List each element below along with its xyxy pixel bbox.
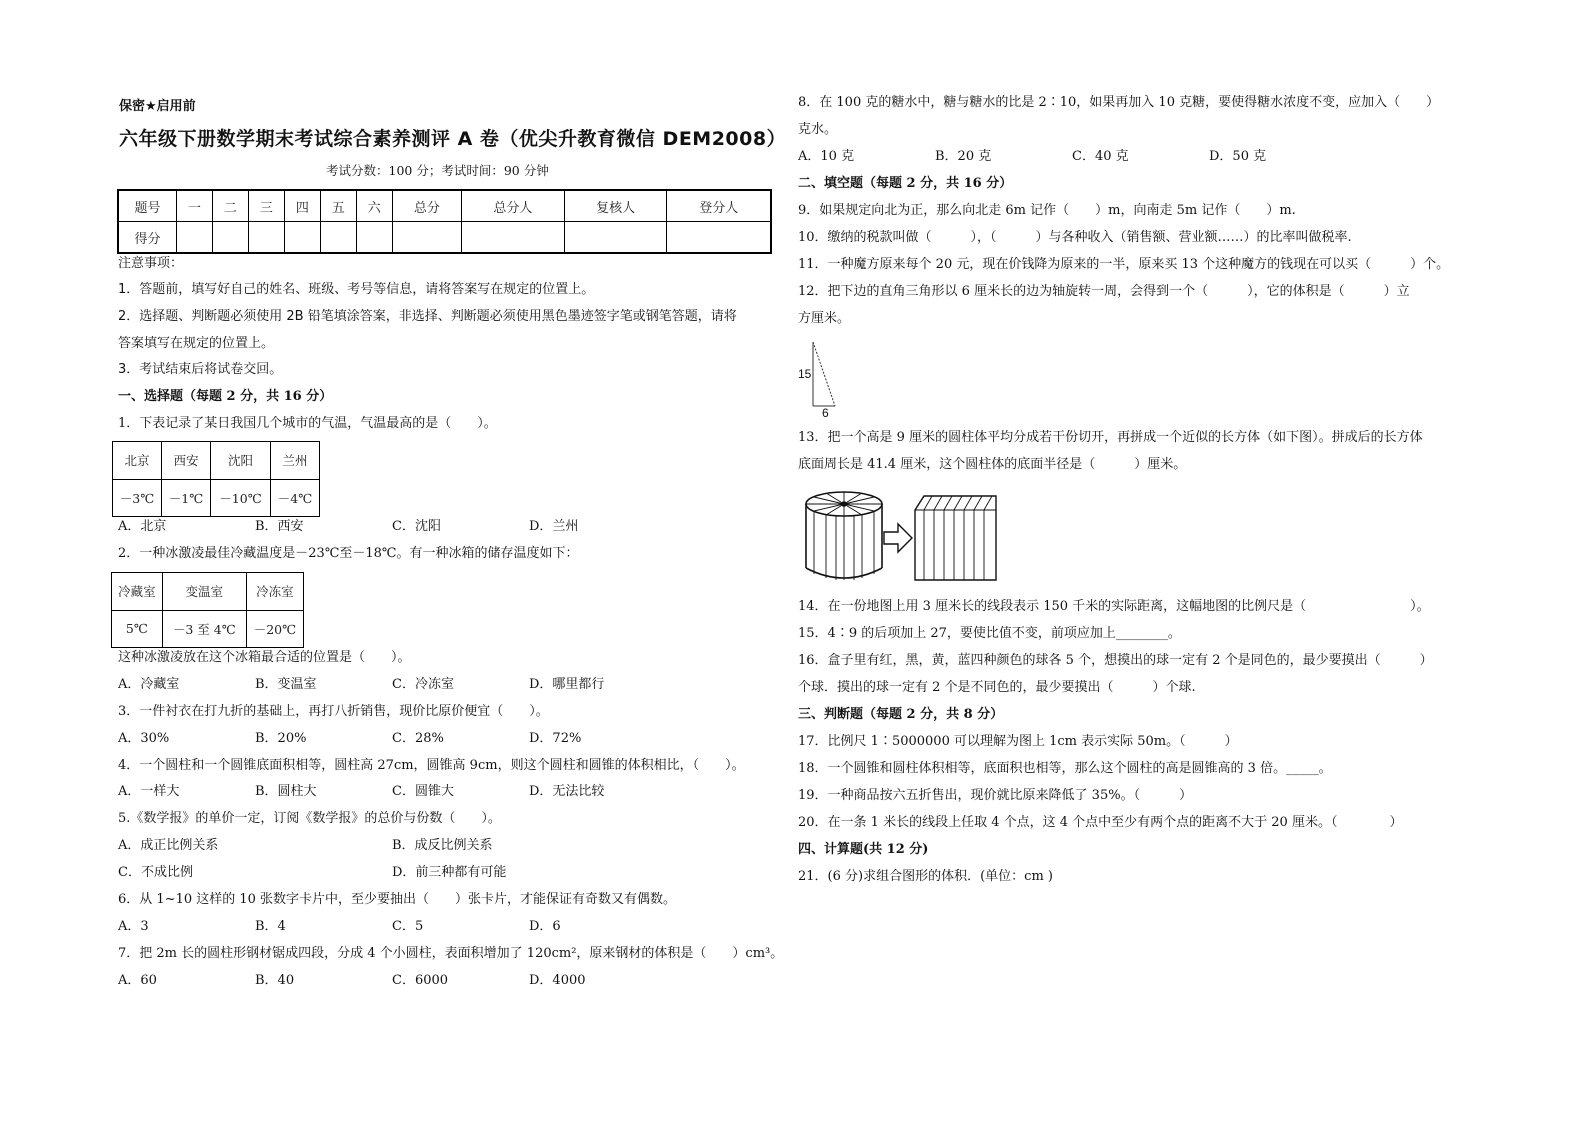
q3-option-c[interactable]: C．28% xyxy=(392,731,444,746)
note-item: 3．考试结束后将试卷交回。 xyxy=(118,362,283,377)
question-2: 2．一种冰激凌最佳冷藏温度是－23℃至－18℃。有一种冰箱的储存温度如下： xyxy=(118,546,579,561)
triangle-height-label: 15 xyxy=(798,367,812,381)
temperature-cell: －10℃ xyxy=(211,479,271,517)
temperature-cell: －4℃ xyxy=(270,479,319,517)
question-8: 8．在 100 克的糖水中，糖与糖水的比是 2∶10，如果再加入 10 克糖，要使得糖水浓度不变，应加入（ ） xyxy=(798,95,1440,110)
q6-option-c[interactable]: C．5 xyxy=(392,919,424,934)
q2-option-a[interactable]: A．冷藏室 xyxy=(118,677,180,692)
q6-option-d[interactable]: D．6 xyxy=(529,919,561,934)
q4-option-a[interactable]: A．一样大 xyxy=(118,784,180,799)
score-cell[interactable] xyxy=(284,222,320,254)
section-heading-choice: 一、选择题（每题 2 分，共 16 分） xyxy=(118,389,333,404)
q8-option-c[interactable]: C．40 克 xyxy=(1072,149,1129,164)
score-header-cell: 四 xyxy=(284,190,320,222)
score-cell[interactable] xyxy=(248,222,284,254)
q8-option-a[interactable]: A．10 克 xyxy=(798,149,855,164)
q2-option-b[interactable]: B．变温室 xyxy=(255,677,317,692)
cuboid-icon xyxy=(915,496,996,580)
note-item: 1．答题前，填写好自己的姓名、班级、考号等信息，请将答案写在规定的位置上。 xyxy=(118,282,595,297)
question-11: 11．一种魔方原来每个 20 元，现在价钱降为原来的一半，原来买 13 个这种魔方的钱现在可以买（ ）个。 xyxy=(798,257,1450,272)
question-8-cont: 克水。 xyxy=(798,122,838,137)
city-cell: 西安 xyxy=(162,442,211,480)
triangle-base-label: 6 xyxy=(822,406,829,420)
question-4: 4．一个圆柱和一个圆锥底面积相等，圆柱高 27cm，圆锥高 9cm，则这个圆柱和圆锥的体积相比，（ ）。 xyxy=(118,758,745,773)
q5-option-a[interactable]: A．成正比例关系 xyxy=(118,838,219,853)
score-cell[interactable] xyxy=(564,222,667,254)
q3-option-b[interactable]: B．20% xyxy=(255,731,307,746)
q7-option-b[interactable]: B．40 xyxy=(255,973,295,988)
q5-option-b[interactable]: B．成反比例关系 xyxy=(392,838,493,853)
question-12-cont: 方厘米。 xyxy=(798,311,851,326)
q4-option-b[interactable]: B．圆柱大 xyxy=(255,784,317,799)
question-20: 20．在一条 1 米长的线段上任取 4 个点，这 4 个点中至少有两个点的距离不大于 20 厘米。（ ） xyxy=(798,815,1403,830)
q3-option-d[interactable]: D．72% xyxy=(529,731,582,746)
score-header-cell: 总分 xyxy=(392,190,461,222)
score-cell[interactable] xyxy=(392,222,461,254)
score-header-cell: 五 xyxy=(320,190,356,222)
question-12: 12．把下边的直角三角形以 6 厘米长的边为轴旋转一周，会得到一个（ ），它的体积是（ ）立 xyxy=(798,284,1410,299)
q1-option-c[interactable]: C．沈阳 xyxy=(392,519,441,534)
question-16: 16．盒子里有红，黑，黄，蓝四种颜色的球各 5 个，想摸出的球一定有 2 个是同色的，最少要摸出（ ） xyxy=(798,653,1433,668)
q7-option-d[interactable]: D．4000 xyxy=(529,973,586,988)
cylinder-icon xyxy=(806,492,882,580)
q6-option-b[interactable]: B．4 xyxy=(255,919,286,934)
q1-option-d[interactable]: D．兰州 xyxy=(529,519,579,534)
compartment-cell: 冷藏室 xyxy=(112,573,163,611)
score-header-cell: 一 xyxy=(177,190,213,222)
section-heading-judge: 三、判断题（每题 2 分，共 8 分） xyxy=(798,707,1004,722)
question-15: 15．4∶9 的后项加上 27，要使比值不变，前项应加上________。 xyxy=(798,626,1181,641)
temperature-cell: －1℃ xyxy=(162,479,211,517)
q2-fridge-table xyxy=(111,572,304,648)
temperature-cell: －3℃ xyxy=(113,479,162,517)
q7-option-a[interactable]: A．60 xyxy=(118,973,157,988)
city-cell: 北京 xyxy=(113,442,162,480)
question-17: 17．比例尺 1∶5000000 可以理解为图上 1cm 表示实际 50m。（ ） xyxy=(798,734,1238,749)
question-13-cont: 底面周长是 41.4 厘米，这个圆柱体的底面半径是（ ）厘米。 xyxy=(798,457,1187,472)
question-1: 1．下表记录了某日我国几个城市的气温，气温最高的是（ ）。 xyxy=(118,416,497,431)
q4-option-d[interactable]: D．无法比较 xyxy=(529,784,605,799)
question-6: 6．从 1~10 这样的 10 张数字卡片中，至少要抽出（ ）张卡片，才能保证有奇数又有偶数。 xyxy=(118,892,677,907)
score-header-cell: 题号 xyxy=(118,190,177,222)
question-18: 18．一个圆锥和圆柱体积相等，底面积也相等，那么这个圆柱的高是圆锥高的 3 倍。_____。 xyxy=(798,761,1332,776)
section-heading-fill: 二、填空题（每题 2 分，共 16 分） xyxy=(798,176,1013,191)
score-table xyxy=(117,189,772,254)
score-table-score-row xyxy=(118,222,771,254)
score-cell[interactable] xyxy=(667,222,771,254)
score-header-cell: 六 xyxy=(356,190,392,222)
score-header-cell: 总分人 xyxy=(462,190,565,222)
score-header-cell: 复核人 xyxy=(564,190,667,222)
temperature-cell: 5℃ xyxy=(112,610,163,648)
score-cell[interactable] xyxy=(356,222,392,254)
q2-option-c[interactable]: C．冷冻室 xyxy=(392,677,454,692)
compartment-cell: 变温室 xyxy=(162,573,246,611)
q2-option-d[interactable]: D．哪里都行 xyxy=(529,677,605,692)
score-table-header-row xyxy=(118,190,771,222)
temperature-cell: －3 至 4℃ xyxy=(162,610,246,648)
exam-title: 六年级下册数学期末考试综合素养测评 A 卷（优尖升教育微信 DEM2008） xyxy=(119,128,787,150)
exam-info: 考试分数：100 分；考试时间：90 分钟 xyxy=(326,163,549,178)
score-header-cell: 二 xyxy=(212,190,248,222)
city-cell: 兰州 xyxy=(270,442,319,480)
question-10: 10．缴纳的税款叫做（ ），（ ）与各种收入（销售额、营业额……）的比率叫做税率. xyxy=(798,230,1352,245)
question-2-followup: 这种冰激凌放在这个冰箱最合适的位置是（ ）。 xyxy=(118,650,411,665)
q5-option-c[interactable]: C．不成比例 xyxy=(118,865,193,880)
arrow-right-icon xyxy=(884,524,912,552)
score-row-label: 得分 xyxy=(118,222,177,254)
score-header-cell: 登分人 xyxy=(667,190,771,222)
question-19: 19．一种商品按六五折售出，现价就比原来降低了 35%。（ ） xyxy=(798,788,1193,803)
q1-temperature-table xyxy=(112,441,320,517)
note-item: 答案填写在规定的位置上。 xyxy=(118,336,275,351)
compartment-cell: 冷冻室 xyxy=(246,573,303,611)
question-9: 9．如果规定向北为正，那么向北走 6m 记作（ ）m，向南走 5m 记作（ ）m. xyxy=(798,203,1296,218)
score-cell[interactable] xyxy=(462,222,565,254)
score-header-cell: 三 xyxy=(248,190,284,222)
notes-heading: 注意事项： xyxy=(118,256,184,271)
q1-option-b[interactable]: B．西安 xyxy=(255,519,304,534)
cylinder-to-cuboid-figure xyxy=(800,488,1000,588)
question-7: 7．把 2m 长的圆柱形钢材锯成四段，分成 4 个小圆柱，表面积增加了 120cm²，原来钢材的体积是（ ）cm³。 xyxy=(118,946,784,961)
score-cell[interactable] xyxy=(212,222,248,254)
q3-option-a[interactable]: A．30% xyxy=(118,731,170,746)
q8-option-d[interactable]: D．50 克 xyxy=(1209,149,1267,164)
question-16-cont: 个球．摸出的球一定有 2 个是不同色的，最少要摸出（ ）个球. xyxy=(798,680,1196,695)
section-heading-calc: 四、计算题(共 12 分) xyxy=(798,842,929,857)
q7-option-c[interactable]: C．6000 xyxy=(392,973,449,988)
question-3: 3．一件衬衣在打九折的基础上，再打八折销售，现价比原价便宜（ ）。 xyxy=(118,704,549,719)
q5-option-d[interactable]: D．前三种都有可能 xyxy=(392,865,507,880)
temperature-cell: －20℃ xyxy=(246,610,303,648)
confidential-label: 保密★启用前 xyxy=(119,99,196,114)
q1-option-a[interactable]: A．北京 xyxy=(118,519,167,534)
q6-option-a[interactable]: A．3 xyxy=(118,919,149,934)
question-13: 13．把一个高是 9 厘米的圆柱体平均分成若干份切开，再拼成一个近似的长方体（如下图）。拼成后的长方体 xyxy=(798,430,1423,445)
q4-option-c[interactable]: C．圆锥大 xyxy=(392,784,454,799)
question-5: 5.《数学报》的单价一定，订阅《数学报》的总价与份数（ ）。 xyxy=(118,811,501,826)
city-cell: 沈阳 xyxy=(211,442,271,480)
question-21: 21．(6 分)求组合图形的体积．(单位：cm ) xyxy=(798,869,1053,884)
note-item: 2．选择题、判断题必须使用 2B 铅笔填涂答案，非选择、判断题必须使用黑色墨迹签字笔或钢笔答题，请将 xyxy=(118,309,737,324)
score-cell[interactable] xyxy=(177,222,213,254)
score-cell[interactable] xyxy=(320,222,356,254)
question-14: 14．在一份地图上用 3 厘米长的线段表示 150 千米的实际距离，这幅地图的比例尺是（ ）。 xyxy=(798,599,1430,614)
q8-option-b[interactable]: B．20 克 xyxy=(935,149,992,164)
